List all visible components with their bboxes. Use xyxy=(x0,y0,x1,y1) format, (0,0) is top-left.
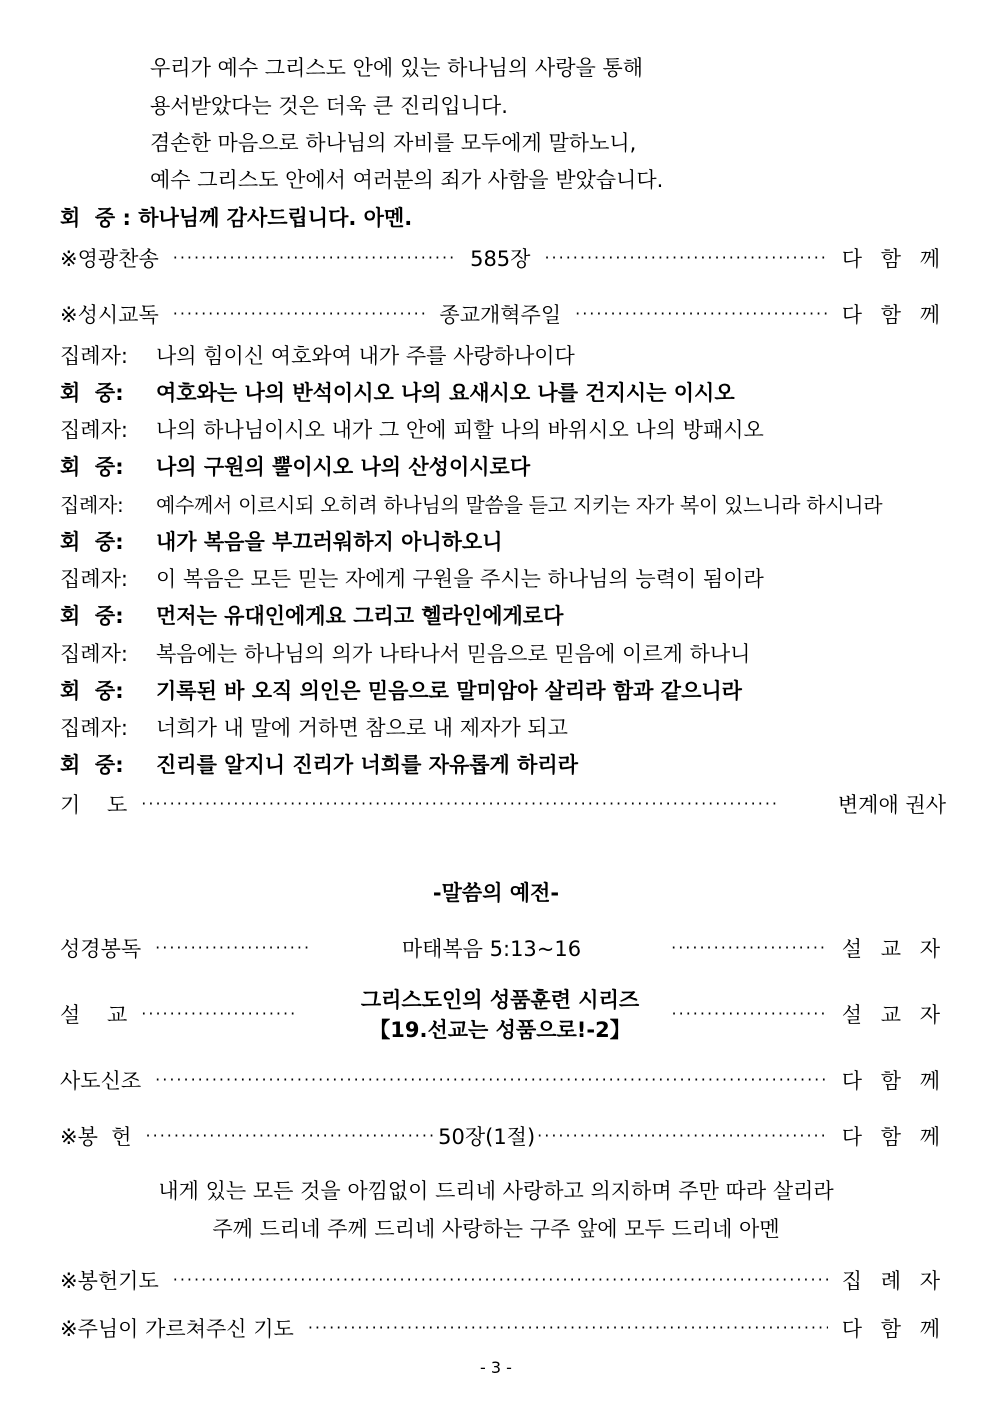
responsive-text: 기록된 바 오직 의인은 믿음으로 말미암아 살리라 함과 같으니라 xyxy=(156,679,742,703)
responsive-text: 내가 복음을 부끄러워하지 아니하오니 xyxy=(156,530,503,554)
leader-dots xyxy=(173,296,426,332)
responsive-line xyxy=(60,638,750,668)
creed-performer: 다 함 께 xyxy=(841,1069,946,1093)
responsive-text: 너희가 내 말에 거하면 참으로 내 제자가 되고 xyxy=(156,716,568,740)
congregation-reply: 회 중 : 하나님께 감사드립니다. 아멘. xyxy=(60,206,413,230)
scripture-row xyxy=(60,930,946,966)
responsive-line xyxy=(60,526,503,556)
absolution-line-1: 우리가 예수 그리스도 안에 있는 하나님의 사랑을 통해 xyxy=(150,56,644,80)
speaker: 회 중: xyxy=(60,679,124,703)
responsive-line xyxy=(60,749,578,779)
offering-prayer-performer: 집 례 자 xyxy=(841,1269,946,1293)
speaker: 집례자: xyxy=(60,344,128,368)
page-number: - 3 - xyxy=(480,1358,512,1377)
hymn-label: ※영광찬송 xyxy=(60,247,159,271)
speaker: 회 중: xyxy=(60,753,124,777)
responsive-line xyxy=(60,675,742,705)
responsive-line xyxy=(60,414,764,444)
responsive-text: 진리를 알지니 진리가 너희를 자유롭게 하리라 xyxy=(156,753,578,777)
psalter-row xyxy=(60,296,946,332)
speaker: 회 중: xyxy=(60,604,124,628)
leader-dots xyxy=(146,1118,437,1154)
offering-prayer-label: ※봉헌기도 xyxy=(60,1269,159,1293)
responsive-text: 나의 구원의 뿔이시오 나의 산성이시로다 xyxy=(156,455,531,479)
sermon-title xyxy=(330,985,670,1045)
scripture-label: 성경봉독 xyxy=(60,937,142,961)
speaker: 집례자: xyxy=(60,418,128,442)
prayer-label: 기 도 xyxy=(60,793,128,817)
prayer-leader: 변계애 권사 xyxy=(837,793,946,817)
sermon-performer: 설 교 자 xyxy=(841,1003,946,1027)
hymn-row xyxy=(60,240,946,276)
leader-dots xyxy=(173,1262,828,1298)
responsive-line xyxy=(60,489,882,518)
hymn-number: 585장 xyxy=(470,247,531,271)
speaker: 집례자: xyxy=(60,493,124,517)
sermon-label: 설 교 xyxy=(60,1003,128,1027)
responsive-text: 이 복음은 모든 믿는 자에게 구원을 주시는 하나님의 능력이 됨이라 xyxy=(156,567,764,591)
lords-prayer-row xyxy=(60,1310,946,1346)
speaker: 회 중: xyxy=(60,455,124,479)
leader-dots xyxy=(537,1118,828,1154)
offering-prayer-row xyxy=(60,1262,946,1298)
leader-dots xyxy=(308,1310,828,1346)
offering-hymn-line-2: 주께 드리네 주께 드리네 사랑하는 구주 앞에 모두 드리네 아멘 xyxy=(212,1217,780,1241)
responsive-line xyxy=(60,340,575,370)
leader-dots xyxy=(155,930,312,966)
responsive-line xyxy=(60,377,735,407)
leader-dots xyxy=(155,1062,828,1098)
responsive-text: 먼저는 유대인에게요 그리고 헬라인에게로다 xyxy=(156,604,564,628)
responsive-line xyxy=(60,600,563,630)
leader-dots xyxy=(575,296,828,332)
scripture-reference: 마태복음 5:13~16 xyxy=(401,937,582,961)
offering-row xyxy=(60,1118,946,1154)
speaker: 집례자: xyxy=(60,716,128,740)
prayer-row xyxy=(60,786,946,822)
offering-performer: 다 함 께 xyxy=(841,1125,946,1149)
sermon-series: 그리스도인의 성품훈련 시리즈 xyxy=(360,988,640,1012)
speaker: 회 중: xyxy=(60,381,124,405)
offering-hymn-line-1: 내게 있는 모든 것을 아낌없이 드리네 사랑하고 의지하며 주만 따라 살리라 xyxy=(158,1179,834,1203)
speaker: 집례자: xyxy=(60,642,128,666)
creed-label: 사도신조 xyxy=(60,1069,142,1093)
psalter-performer: 다 함 께 xyxy=(841,303,946,327)
psalter-label: ※성시교독 xyxy=(60,303,159,327)
sermon-subtitle: 【19.선교는 성품으로!-2】 xyxy=(369,1018,631,1042)
psalter-title: 종교개혁주일 xyxy=(439,303,562,327)
responsive-text: 여호와는 나의 반석이시오 나의 요새시오 나를 건지시는 이시오 xyxy=(156,381,735,405)
absolution-line-2: 용서받았다는 것은 더욱 큰 진리입니다. xyxy=(150,94,508,118)
leader-dots xyxy=(544,240,827,276)
responsive-line xyxy=(60,451,530,481)
responsive-text: 복음에는 하나님의 의가 나타나서 믿음으로 믿음에 이르게 하나니 xyxy=(156,642,751,666)
responsive-text: 나의 하나님이시오 내가 그 안에 피할 나의 바위시오 나의 방패시오 xyxy=(156,418,764,442)
responsive-line xyxy=(60,712,568,742)
responsive-line xyxy=(60,563,764,593)
leader-dots xyxy=(672,996,828,1032)
responsive-text: 나의 힘이신 여호와여 내가 주를 사랑하나이다 xyxy=(156,344,575,368)
creed-row xyxy=(60,1062,946,1098)
responsive-text: 예수께서 이르시되 오히려 하나님의 말씀을 듣고 지키는 자가 복이 있느니라 하시니라 xyxy=(156,493,883,517)
lords-prayer-label: ※주님이 가르쳐주신 기도 xyxy=(60,1317,294,1341)
lords-prayer-performer: 다 함 께 xyxy=(841,1317,946,1341)
offering-hymn-number: 50장(1절) xyxy=(438,1125,536,1149)
hymn-performer: 다 함 께 xyxy=(841,247,946,271)
speaker: 회 중: xyxy=(60,530,124,554)
leader-dots xyxy=(141,786,778,822)
absolution-line-4: 예수 그리스도 안에서 여러분의 죄가 사함을 받았습니다. xyxy=(150,168,664,192)
speaker: 집례자: xyxy=(60,567,128,591)
scripture-performer: 설 교 자 xyxy=(841,937,946,961)
absolution-line-3: 겸손한 마음으로 하나님의 자비를 모두에게 말하노니, xyxy=(150,131,637,155)
leader-dots xyxy=(141,996,297,1032)
offering-label: ※봉 헌 xyxy=(60,1125,132,1149)
leader-dots xyxy=(671,930,828,966)
section-title: -말씀의 예전- xyxy=(432,881,560,905)
leader-dots xyxy=(173,240,456,276)
